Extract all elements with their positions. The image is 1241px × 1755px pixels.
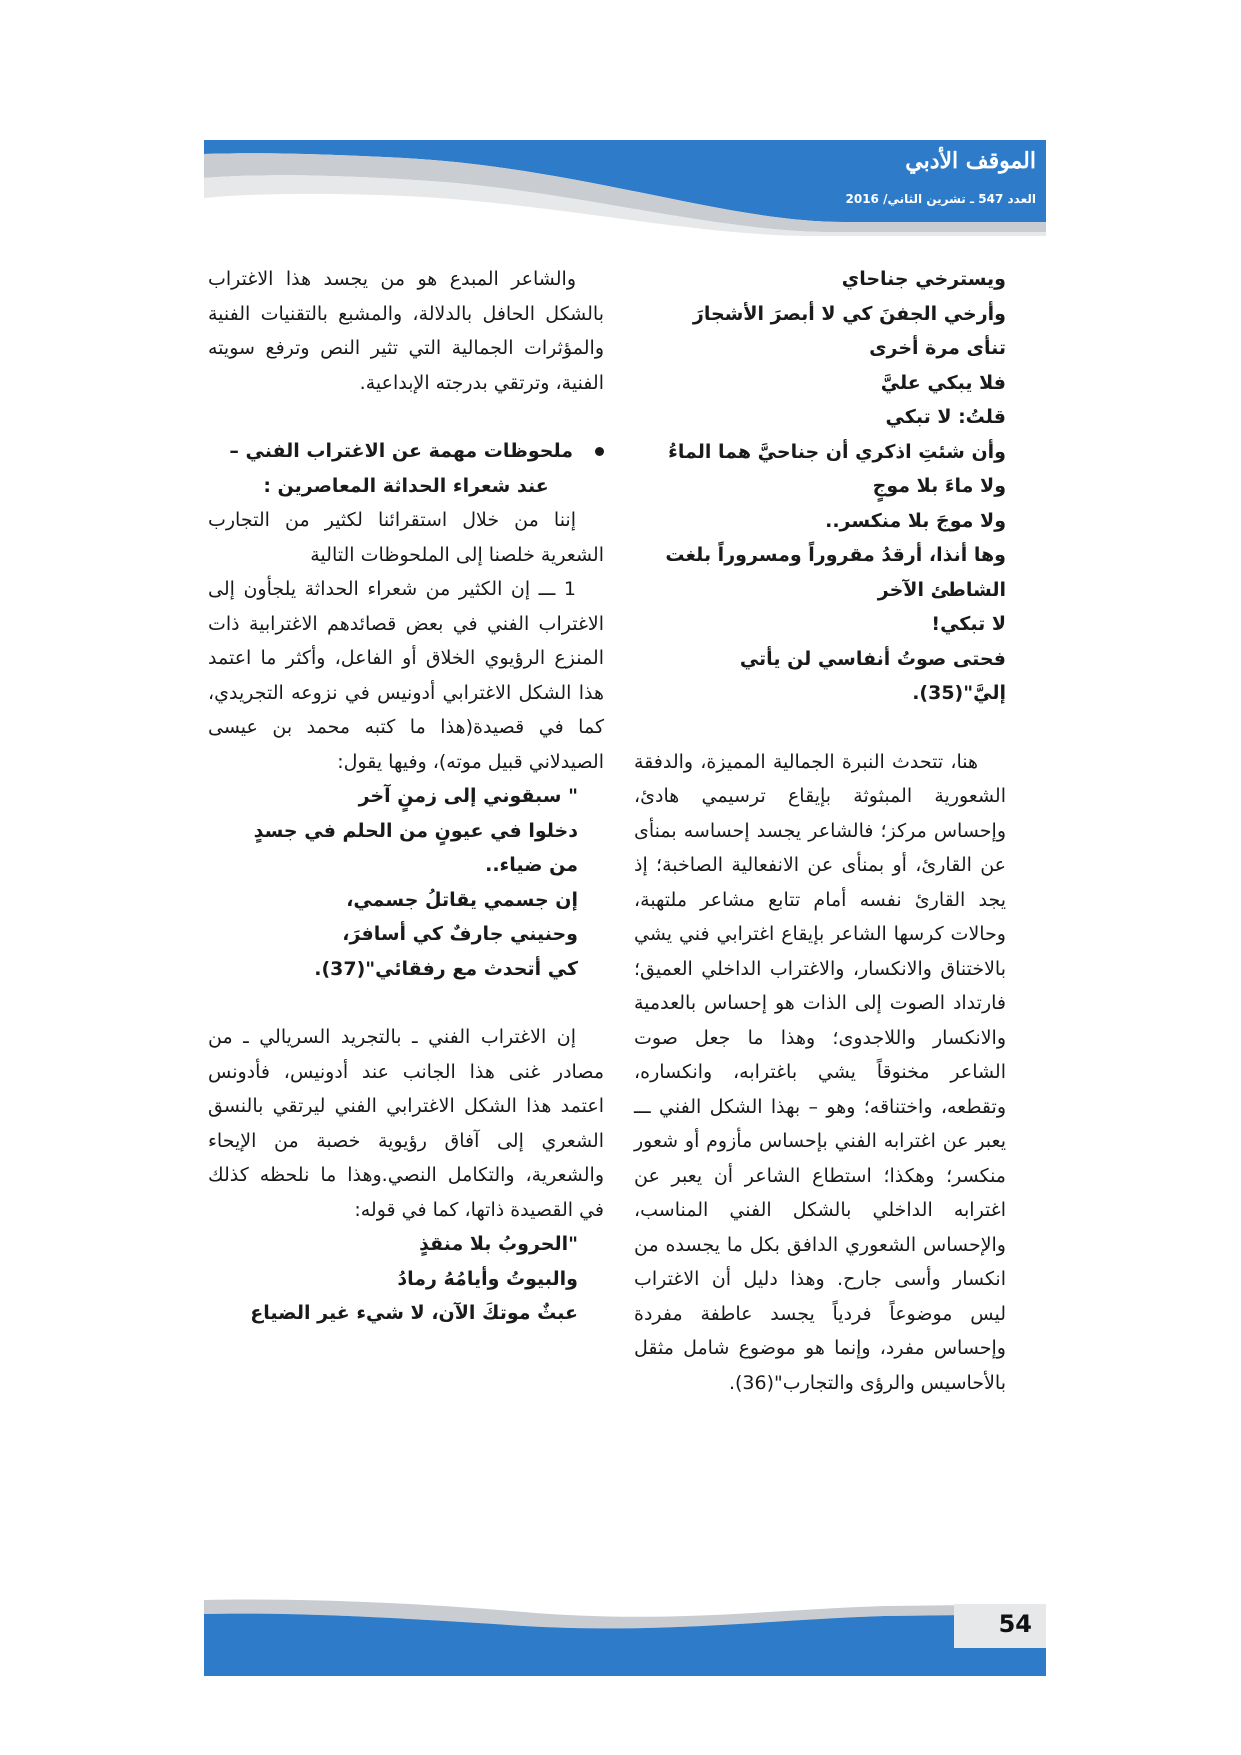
right-column bbox=[634, 262, 1006, 1400]
magazine-masthead: الموقف الأدبي bbox=[905, 148, 1036, 174]
issue-label: العدد 547 ـ تشرين الثاني/ 2016 bbox=[845, 192, 1036, 206]
poem-line: دخلوا في عيونٍ من الحلم في جسدٍ bbox=[253, 819, 578, 842]
body-paragraph: هنا، تتحدث النبرة الجمالية المميزة، والدفقة الشعورية المبثوثة بإيقاع ترسيمي هادئ، وإحساس مركز؛ فالشاعر يجسد إحساسه بمنأى عن القارئ، أو بمنأى عن الانفعالية الصاخبة؛ إذ يجد القارئ نفسه أمام تتابع مشاعر ملتهبة، وحالات كرسها الشاعر بإيقاع اغترابي فني يشي بالاختناق والانكسار، والاغتراب الداخلي العميق؛ فارتداد الصوت إلى الذات هو إحساس بالعدمية والانكسار واللاجدوى؛ وهذا ما جعل صوت الشاعر مخنوقاً يشي باغترابه، وانكساره، وتقطعه، واختناقه؛ وهو – بهذا الشكل الفني ـــ يعبر عن اغترابه الفني بإحساس مأزوم أو شعور منكسر؛ وهكذا؛ استطاع الشاعر أن يعبر عن اغترابه الداخلي بالشكل الفني المناسب، والإحساس الشعوري الدافق بكل ما يجسده من انكسار وأسى جارح. وهذا دليل أن الاغتراب ليس موضوعاً فردياً يجسد عاطفة مفردة وإحساس مفرد، وإنما هو موضوع شامل مثقل بالأحاسيس والرؤى والتجارب"(36). bbox=[634, 750, 1006, 1394]
section-heading bbox=[208, 434, 604, 469]
poem-line: فحتى صوتُ أنفاسي لن يأتي bbox=[739, 647, 1006, 670]
poem-line: وأن شئتِ اذكري أن جناحيَّ هما الماءُ bbox=[668, 440, 1006, 463]
poem-line: لا تبكي! bbox=[931, 613, 1006, 635]
section-heading-line: ملحوظات مهمة عن الاغتراب الفني – bbox=[229, 440, 573, 462]
poem-line: " سبقوني إلى زمنٍ آخر bbox=[358, 785, 578, 807]
poem-line: "الحروبُ بلا منقذٍ bbox=[419, 1233, 578, 1255]
poem-line: الشاطئ الآخر bbox=[877, 578, 1006, 601]
poem-line: والبيوتُ وأيامُهُ رمادُ bbox=[397, 1267, 578, 1290]
poem-line: وأرخي الجفنَ كي لا أبصرَ الأشجارَ bbox=[692, 302, 1006, 325]
poem-line: قلتُ: لا تبكي bbox=[885, 406, 1006, 428]
body-paragraph: والشاعر المبدع هو من يجسد هذا الاغتراب بالشكل الحافل بالدلالة، والمشبع بالتقنيات الفنية والمؤثرات الجمالية التي تثير النص وترفع سويته الفنية، وترتقي بدرجته الإبداعية. bbox=[208, 268, 604, 394]
page-header bbox=[204, 140, 1046, 240]
poem-line: فلا يبكي عليَّ bbox=[880, 371, 1006, 394]
poem-line: ولا موجَ بلا منكسر.. bbox=[825, 509, 1006, 532]
bullet-icon bbox=[595, 447, 604, 456]
poem-line: وحنيني جارفٌ كي أسافرَ، bbox=[342, 923, 578, 945]
poem-line: إن جسمي يقاتلُ جسمي، bbox=[346, 888, 578, 911]
poem-line: عبثٌ موتكَ الآن، لا شيء غير الضياع bbox=[250, 1302, 578, 1324]
poem-excerpt-2 bbox=[208, 779, 604, 986]
poem-excerpt-1 bbox=[634, 262, 1006, 711]
body-paragraph: 1 ـــ إن الكثير من شعراء الحداثة يلجأون إلى الاغتراب الفني في بعض قصائدهم الاغترابية ذات المنزع الرؤيوي الخلاق أو الفاعل، وأكثر ما اعتمد هذا الشكل الاغترابي أدونيس في نزوعه التجريدي، كما في قصيدة(هذا ما كتبه محمد بن عيسى الصيدلاني قبيل موته)، وفيها يقول: bbox=[208, 578, 604, 773]
page-footer bbox=[204, 1598, 1046, 1676]
poem-line: إليَّ"(35). bbox=[912, 682, 1006, 704]
poem-line: من ضياء.. bbox=[485, 854, 578, 876]
poem-excerpt-3 bbox=[208, 1227, 604, 1331]
poem-line: ويسترخي جناحاي bbox=[841, 268, 1006, 290]
section-heading-line-2: عند شعراء الحداثة المعاصرين : bbox=[263, 474, 549, 497]
poem-line: تنأى مرة أخرى bbox=[869, 337, 1006, 359]
page-number: 54 bbox=[998, 1610, 1032, 1638]
footer-wave-graphic bbox=[204, 1598, 1046, 1676]
body-paragraph: إننا من خلال استقرائنا لكثير من التجارب الشعرية خلصنا إلى الملحوظات التالية bbox=[208, 509, 604, 566]
left-column bbox=[208, 262, 604, 1331]
poem-line: وها أنذا، أرقدُ مقروراً ومسروراً بلغت bbox=[665, 544, 1006, 566]
body-paragraph: إن الاغتراب الفني ـ بالتجريد السريالي ـ من مصادر غنى هذا الجانب عند أدونيس، فأدونس اعتمد هذا الشكل الاغترابي الفني ليرتقي بالنسق الشعري إلى آفاق رؤيوية خصبة من الإيحاء والشعرية، والتكامل النصي.وهذا ما نلحظه كذلك في القصيدة ذاتها، كما في قوله: bbox=[208, 1026, 604, 1221]
poem-line: ولا ماءَ بلا موجٍ bbox=[872, 475, 1006, 497]
poem-line: كي أتحدث مع رفقائي"(37). bbox=[314, 957, 578, 980]
